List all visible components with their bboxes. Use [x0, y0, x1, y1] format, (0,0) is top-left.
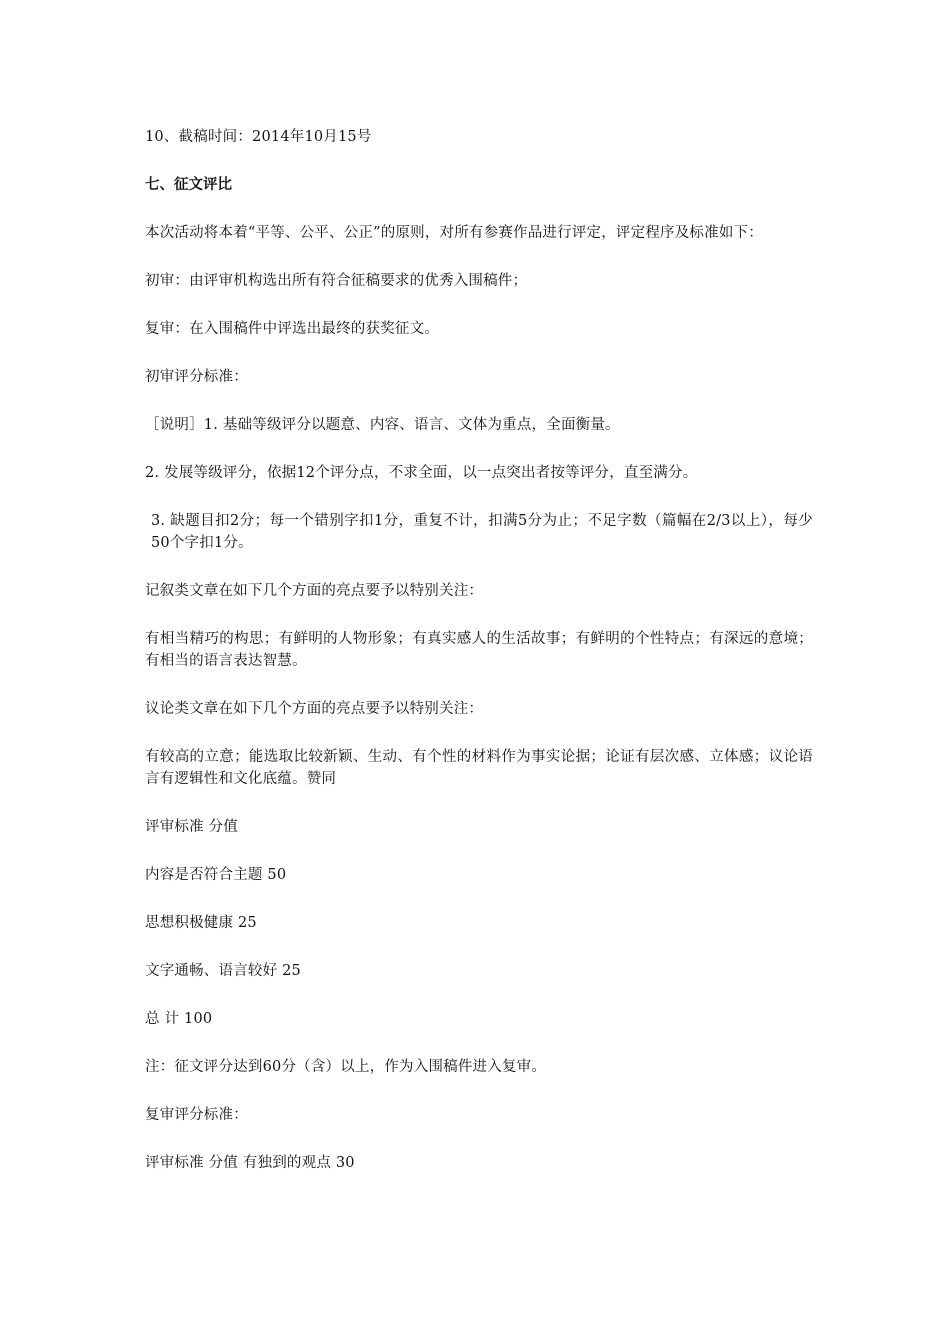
deadline-line: 10、截稿时间：2014年10月15号 [145, 129, 372, 145]
final-criteria-heading: 复审评分标准： [145, 1107, 248, 1123]
document-body [145, 126, 813, 1200]
score-row-theme: 内容是否符合主题 50 [145, 867, 287, 883]
judging-principle-paragraph: 本次活动将本着“平等、公平、公正”的原则，对所有参赛作品进行评定，评定程序及标准如下： [145, 225, 763, 241]
preliminary-criteria-heading: 初审评分标准： [145, 369, 248, 385]
final-review-line: 复审：在入围稿件中评选出最终的获奖征文。 [145, 321, 439, 337]
score-row-total: 总 计 100 [145, 1011, 213, 1027]
score-row-language: 文字通畅、语言较好 25 [145, 963, 301, 979]
score-table-header: 评审标准 分值 [145, 819, 239, 835]
section-heading-essay-judging: 七、征文评比 [145, 176, 232, 193]
preliminary-review-line: 初审：由评审机构选出所有符合征稿要求的优秀入围稿件； [145, 273, 528, 289]
score-row-thought: 思想积极健康 25 [145, 915, 257, 931]
qualification-note: 注：征文评分达到60分（含）以上，作为入围稿件进入复审。 [145, 1059, 547, 1075]
criteria-note-3: 3. 缺题目扣2分；每一个错别字扣1分，重复不计，扣满5分为止；不足字数（篇幅在2/3以上），每少50个字扣1分。 [151, 513, 813, 551]
argumentative-focus-heading: 议论类文章在如下几个方面的亮点要予以特别关注： [145, 701, 484, 717]
argumentative-focus-points: 有较高的立意；能选取比较新颖、生动、有个性的材料作为事实论据；论证有层次感、立体感；议论语言有逻辑性和文化底蕴。赞同 [145, 749, 813, 787]
criteria-note-2: 2. 发展等级评分，依据12个评分点，不求全面，以一点突出者按等评分，直至满分。 [145, 465, 698, 481]
narrative-focus-heading: 记叙类文章在如下几个方面的亮点要予以特别关注： [145, 583, 484, 599]
final-criteria-row: 评审标准 分值 有独到的观点 30 [145, 1155, 355, 1171]
criteria-note-1: ［说明］1. 基础等级评分以题意、内容、语言、文体为重点，全面衡量。 [145, 417, 620, 433]
narrative-focus-points: 有相当精巧的构思；有鲜明的人物形象；有真实感人的生活故事；有鲜明的个性特点；有深远的意境；有相当的语言表达智慧。 [145, 631, 813, 669]
